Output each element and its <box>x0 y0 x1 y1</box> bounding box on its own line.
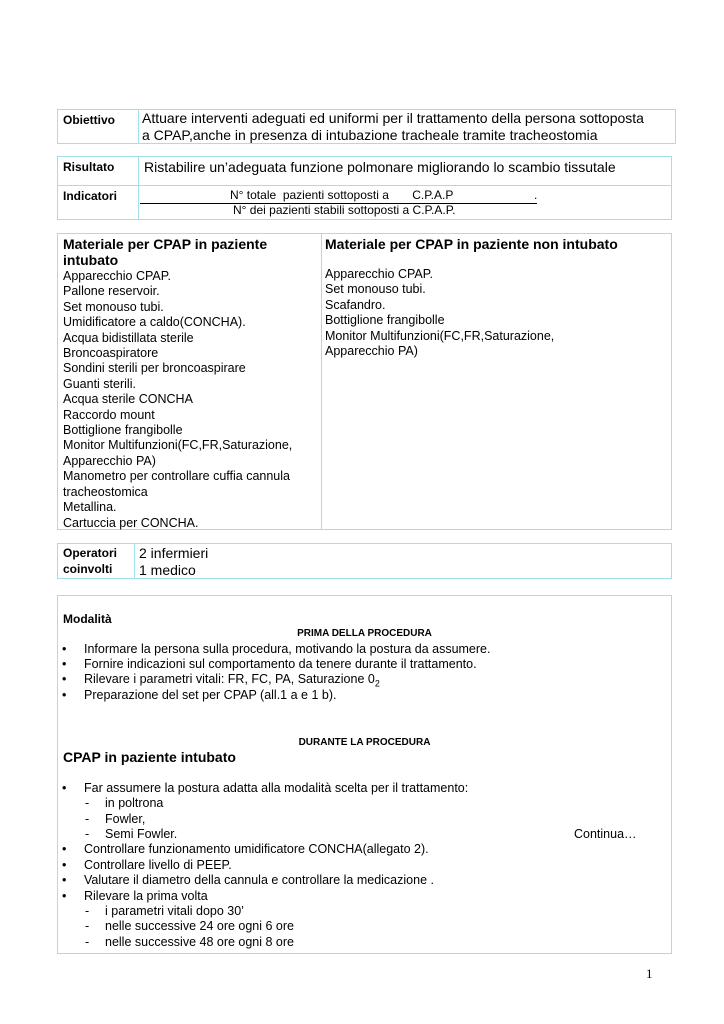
list-item: Set monouso tubi. <box>63 299 164 314</box>
list-item: Cartuccia per CONCHA. <box>63 515 199 530</box>
list-item: tracheostomica <box>63 484 148 499</box>
list-item: Umidificatore a caldo(CONCHA). <box>63 315 246 330</box>
list-item: Apparecchio PA) <box>63 453 156 468</box>
materiale-section <box>57 233 672 530</box>
postura-sub-1: in poltrona <box>105 796 164 810</box>
list-item: Broncoaspiratore <box>63 346 159 361</box>
risultato-indicatori-section <box>57 156 672 220</box>
modalita-section <box>57 595 672 954</box>
rilevare-sub-1: i parametri vitali dopo 30’ <box>105 904 244 918</box>
dash-icon: - <box>85 827 90 841</box>
indicatori-numerator: N° totale pazienti sottoposti a C.P.A.P <box>230 188 454 202</box>
dash-icon: - <box>85 904 90 918</box>
list-item: Metallina. <box>63 500 117 515</box>
list-item: Monitor Multifunzioni(FC,FR,Saturazione, <box>63 438 293 453</box>
list-item: Acqua sterile CONCHA <box>63 392 193 407</box>
rilevare-sub-3: nelle successive 48 ore ogni 8 ore <box>105 935 295 949</box>
operatori-line-2: 1 medico <box>139 562 196 578</box>
bullet-icon: • <box>62 873 67 887</box>
postura-sub-3: Semi Fowler. <box>105 827 178 841</box>
cpap-heading: CPAP in paziente intubato <box>63 749 236 765</box>
materiale-non-intubato-title: Materiale per CPAP in paziente non intubato <box>325 236 618 252</box>
materiale-intubato-title-2: intubato <box>63 252 119 268</box>
indicatori-denominator: N° dei pazienti stabili sottoposti a C.P.A.P. <box>233 203 456 217</box>
risultato-text: Ristabilire un’adeguata funzione polmonare migliorando lo scambio tissutale <box>144 159 616 175</box>
obiettivo-line-2: a CPAP,anche in presenza di intubazione tracheale tramite tracheostomia <box>142 127 598 143</box>
subscript-2: 2 <box>374 678 380 689</box>
after-item-1: Controllare funzionamento umidificatore CONCHA(allegato 2). <box>84 842 429 856</box>
prima-item-2: Fornire indicazioni sul comportamento da tenere durante il trattamento. <box>84 657 477 671</box>
obiettivo-section <box>57 109 676 144</box>
bullet-icon: • <box>62 781 67 795</box>
prima-item-1: Informare la persona sulla procedura, motivando la postura da assumere. <box>84 642 491 656</box>
list-item: Raccordo mount <box>63 407 155 422</box>
materiale-intubato-column <box>63 236 318 531</box>
list-item: Set monouso tubi. <box>325 282 426 297</box>
obiettivo-label: Obiettivo <box>63 113 116 127</box>
operatori-line-1: 2 infermieri <box>139 545 209 561</box>
postura-sub-2: Fowler, <box>105 812 146 826</box>
dash-icon: - <box>85 812 90 826</box>
bullet-icon: • <box>62 657 67 671</box>
bullet-icon: • <box>62 858 67 872</box>
modalita-label: Modalità <box>63 612 112 626</box>
list-item: Guanti sterili. <box>63 376 136 391</box>
bullet-icon: • <box>62 642 67 656</box>
list-item: Bottiglione frangibolle <box>325 313 445 328</box>
materiale-non-intubato-list <box>325 267 665 359</box>
after-item-3: Valutare il diametro della cannula e controllare la medicazione . <box>84 873 434 887</box>
materiale-intubato-list <box>63 269 318 531</box>
obiettivo-line-1: Attuare interventi adeguati ed uniformi per il trattamento della persona sottoposta <box>142 110 644 126</box>
operatori-label-1: Operatori <box>63 546 118 560</box>
bullet-icon: • <box>62 842 67 856</box>
page-number: 1 <box>646 966 653 981</box>
list-item: Pallone reservoir. <box>63 284 160 299</box>
rilevare-sub-2: nelle successive 24 ore ogni 6 ore <box>105 919 295 933</box>
materiale-intubato-title-1: Materiale per CPAP in paziente <box>63 236 268 252</box>
bullet-icon: • <box>62 889 67 903</box>
list-item: Monitor Multifunzioni(FC,FR,Saturazione, <box>325 328 555 343</box>
bullet-icon: • <box>62 672 67 686</box>
bullet-icon: • <box>62 688 67 702</box>
indicatori-numerator-tail: . <box>534 188 538 202</box>
operatori-label-2: coinvolti <box>63 562 113 576</box>
after-item-2: Controllare livello di PEEP. <box>84 858 232 872</box>
dash-icon: - <box>85 919 90 933</box>
materiale-non-intubato-column <box>325 236 665 359</box>
dash-icon: - <box>85 935 90 949</box>
list-item: Apparecchio PA) <box>325 344 418 359</box>
list-item: Sondini sterili per broncoaspirare <box>63 361 246 376</box>
continua-text: Continua… <box>574 827 637 841</box>
prima-heading: PRIMA DELLA PROCEDURA <box>297 628 432 639</box>
after-item-4: Rilevare la prima volta <box>84 889 208 903</box>
prima-item-4: Preparazione del set per CPAP (all.1 a e 1 b). <box>84 688 337 702</box>
indicatori-label: Indicatori <box>63 189 118 203</box>
postura-item: Far assumere la postura adatta alla modalità scelta per il trattamento: <box>84 781 469 795</box>
list-item: Scafandro. <box>325 297 386 312</box>
list-item: Apparecchio CPAP. <box>63 269 171 283</box>
risultato-label: Risultato <box>63 160 115 174</box>
durante-heading: DURANTE LA PROCEDURA <box>298 737 431 748</box>
operatori-section <box>57 543 672 579</box>
list-item: Manometro per controllare cuffia cannula <box>63 469 290 484</box>
list-item: Bottiglione frangibolle <box>63 423 183 438</box>
indicatori-fraction <box>140 188 540 218</box>
list-item: Acqua bidistillata sterile <box>63 330 194 345</box>
list-item: Apparecchio CPAP. <box>325 267 433 281</box>
prima-item-3: Rilevare i parametri vitali: FR, FC, PA, Saturazione $0_2$ <box>84 672 380 689</box>
dash-icon: - <box>85 796 90 810</box>
